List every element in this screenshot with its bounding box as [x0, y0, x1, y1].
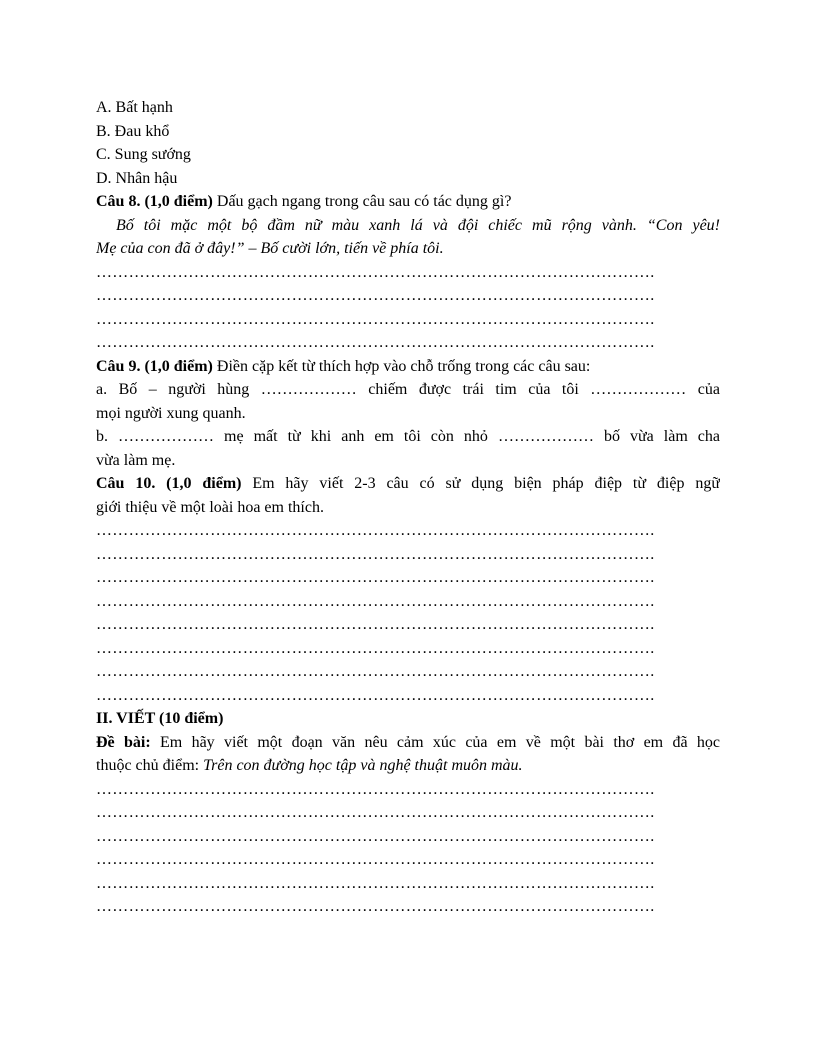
answer-line[interactable]: ………………………………………………………………………………………….	[96, 898, 655, 915]
question-10	[96, 472, 720, 496]
question-9	[96, 355, 720, 379]
question-9-label: Câu 9. (1,0 điểm)	[96, 357, 213, 375]
question-10-text-line2: giới thiệu về một loài hoa em thích.	[96, 498, 324, 516]
prompt-label: Đề bài:	[96, 733, 151, 751]
question-10-label: Câu 10. (1,0 điểm)	[96, 475, 242, 492]
question-8-quote-line1: Bố tôi mặc một bộ đầm nữ màu xanh lá và đội chiếc mũ rộng vành. “Con yêu!	[116, 216, 720, 234]
question-8-text: Dấu gạch ngang trong câu sau có tác dụng gì?	[212, 193, 512, 210]
answer-line[interactable]: ………………………………………………………………………………………….	[96, 851, 655, 868]
answer-line[interactable]: ………………………………………………………………………………………….	[96, 827, 655, 845]
section-2-prompt: Đề bài: Em hãy viết một đoạn văn nêu cảm xúc của em về một bài thơ em đã học	[96, 733, 720, 751]
option-a: A. Bất hạnh	[96, 99, 173, 116]
answer-line[interactable]: ………………………………………………………………………………………….	[96, 780, 655, 798]
question-9a-line1: a. Bố – người hùng ……………… chiếm được trái tim của tôi ……………… của	[96, 381, 720, 398]
option-d: D. Nhân hậu	[96, 169, 178, 187]
answer-line[interactable]: ………………………………………………………………………………………….	[96, 287, 655, 304]
answer-line[interactable]: ………………………………………………………………………………………….	[96, 334, 655, 351]
exam-page	[96, 96, 720, 919]
section-2-prompt-line2: thuộc chủ điểm: Trên con đường học tập và nghệ thuật muôn màu.	[96, 757, 523, 774]
answer-line[interactable]: ………………………………………………………………………………………….	[96, 263, 655, 281]
answer-line[interactable]: ………………………………………………………………………………………….	[96, 686, 655, 704]
answer-line[interactable]: ………………………………………………………………………………………….	[96, 545, 655, 563]
option-b: B. Đau khổ	[96, 122, 170, 140]
question-8	[96, 190, 720, 214]
answer-line[interactable]: ………………………………………………………………………………………….	[96, 310, 655, 328]
answer-line[interactable]: ………………………………………………………………………………………….	[96, 522, 655, 539]
question-9-text: Điền cặp kết từ thích hợp vào chỗ trống trong các câu sau:	[212, 357, 591, 375]
answer-line[interactable]: ………………………………………………………………………………………….	[96, 874, 655, 892]
question-9a-line2: mọi người xung quanh.	[96, 404, 246, 422]
question-8-label: Câu 8. (1,0 điểm)	[96, 193, 213, 210]
answer-line[interactable]: ………………………………………………………………………………………….	[96, 592, 655, 610]
question-9b-line2: vừa làm mẹ.	[96, 451, 176, 469]
question-8-quote-line2: Mẹ của con đã ở đây!” – Bố cười lớn, tiến về phía tôi.	[96, 240, 444, 257]
question-9b-line1: b. ……………… mẹ mất từ khi anh em tôi còn nhỏ ……………… bố vừa làm cha	[96, 428, 720, 445]
question-10-text: Em hãy viết 2-3 câu có sử dụng biện pháp điệp từ điệp ngữ	[241, 475, 720, 492]
answer-line[interactable]: ………………………………………………………………………………………….	[96, 804, 655, 821]
answer-line[interactable]: ………………………………………………………………………………………….	[96, 569, 655, 586]
answer-line[interactable]: ………………………………………………………………………………………….	[96, 616, 655, 633]
answer-line[interactable]: ………………………………………………………………………………………….	[96, 663, 655, 680]
section-2-title: II. VIẾT (10 điểm)	[96, 710, 224, 727]
answer-line[interactable]: ………………………………………………………………………………………….	[96, 639, 655, 657]
option-c: C. Sung sướng	[96, 146, 191, 163]
